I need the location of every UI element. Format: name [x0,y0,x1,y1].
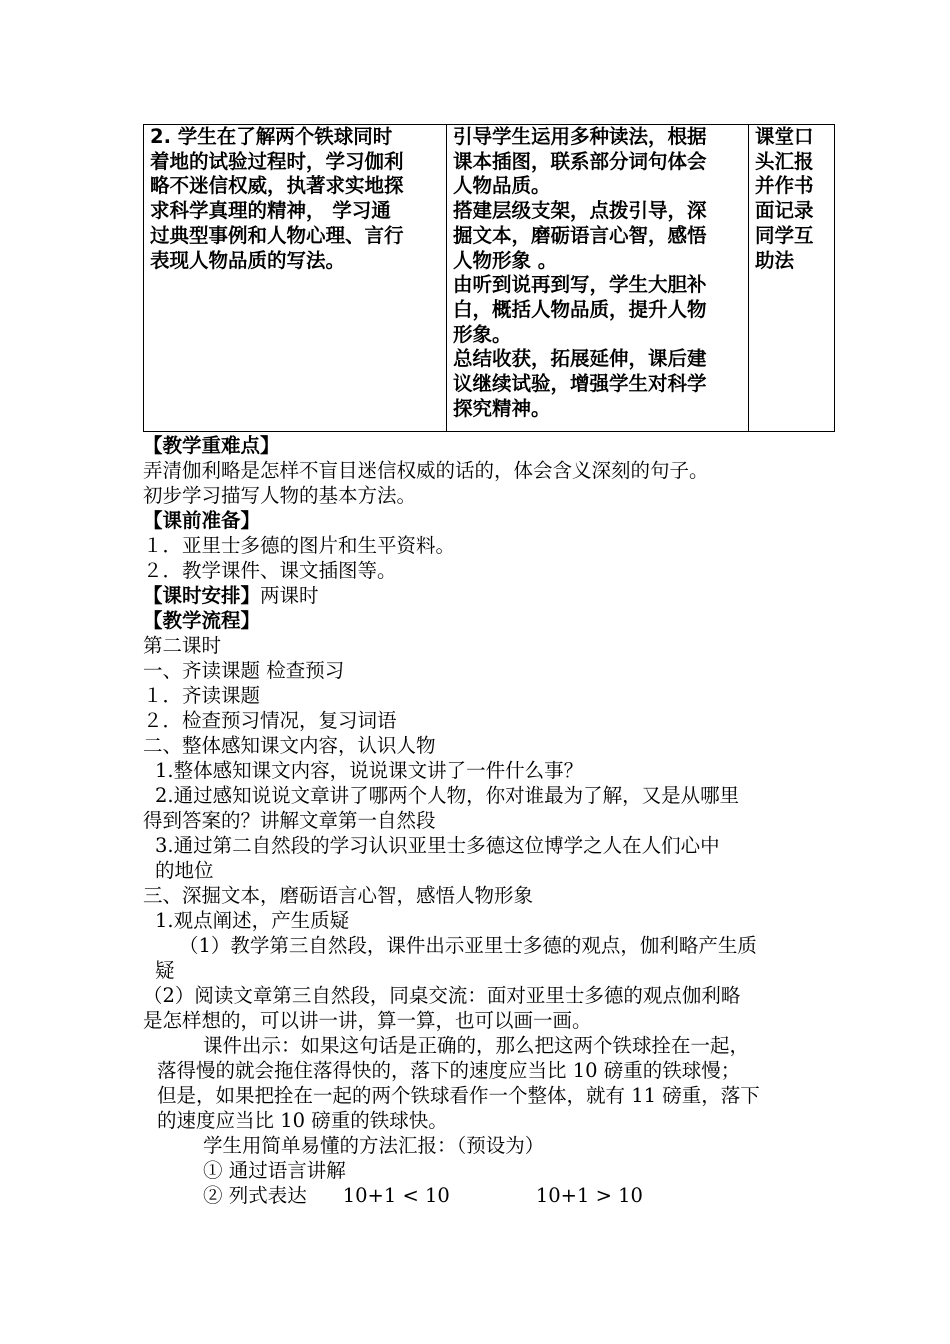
step-heading: 二、整体感知课文内容，认识人物 [143,734,436,757]
cell-line: 探究精神。 [453,396,551,420]
list-item: １．齐读课题 [143,684,261,707]
cell-line: 由听到说再到写，学生大胆补 [453,273,707,297]
sub-item-continued: 是怎样想的，可以讲一讲，算一算，也可以画一画。 [143,1009,592,1032]
objective-cell [144,125,447,432]
courseware-text: 落得慢的就会拖住落得快的，落下的速度应当比 10 磅重的铁球慢； [157,1059,741,1082]
cell-line: 课堂口 [755,125,814,148]
strategy-cell [447,125,749,432]
cell-line: 着地的试验过程时，学习伽利 [150,149,404,173]
cell-line: 总结收获，拓展延伸，课后建 [453,347,707,371]
list-item: 2.通过感知说说文章讲了哪两个人物，你对谁最为了解，又是从哪里 [155,784,740,807]
cell-line: 议继续试验，增强学生对科学 [453,372,707,396]
cell-line: 搭建层级支架，点拨引导，深 [453,199,707,223]
cell-line: 人物品质。 [453,174,551,198]
list-item: 3.通过第二自然段的学习认识亚里士多德这位博学之人在人们心中 [155,834,720,857]
method-cell [749,125,835,432]
report-line: 学生用简单易懂的方法汇报：（预设为） [203,1134,545,1157]
list-item: ２．教学课件、课文插图等。 [143,559,397,582]
schedule-value: 两课时 [260,584,319,607]
step-heading: 三、深掘文本，磨砺语言心智，感悟人物形象 [143,884,534,907]
section-heading-process: 【教学流程】 [143,609,261,632]
cell-line: 面记录 [755,199,814,223]
courseware-text: 的速度应当比 10 磅重的铁球快。 [157,1109,448,1132]
cell-line: 白，概括人物品质，提升人物 [453,297,707,321]
sub-item-continued: 疑 [155,959,175,982]
list-item-continued: 的地位 [155,859,214,882]
cell-line: 过典型事例和人物心理、言行 [150,223,404,247]
method-item [143,1183,823,1208]
lesson-label: 第二课时 [143,634,222,657]
schedule-line [143,583,823,608]
cell-line: 人物形象 。 [453,248,558,272]
cell-line: 引导学生运用多种读法，根据 [453,125,707,148]
sub-item: （2）阅读文章第三自然段，同桌交流：面对亚里士多德的观点伽利略 [143,984,741,1007]
step-heading: 一、齐读课题 检查预习 [143,659,345,682]
sub-item: （1）教学第三自然段，课件出示亚里士多德的观点，伽利略产生质 [179,934,757,957]
list-item-continued: 得到答案的？讲解文章第一自然段 [143,809,436,832]
lesson-body [143,433,823,1208]
cell-line: 课本插图，联系部分词句体会 [453,149,707,173]
cell-line: 并作书 [755,174,814,198]
list-item: ２．检查预习情况，复习词语 [143,709,397,732]
teaching-plan-table [143,124,835,432]
section-heading-schedule: 【课时安排】 [143,584,261,607]
courseware-text: 但是，如果把拴在一起的两个铁球看作一个整体，就有 11 磅重，落下 [157,1084,760,1107]
courseware-text: 课件出示：如果这句话是正确的，那么把这两个铁球拴在一起， [203,1034,750,1057]
list-item: 1.观点阐述，产生质疑 [155,909,350,932]
cell-line: 表现人物品质的写法。 [150,248,346,272]
list-item: １．亚里士多德的图片和生平资料。 [143,534,456,557]
paragraph: 弄清伽利略是怎样不盲目迷信权威的话的，体会含义深刻的句子。 [143,459,709,482]
formula: 10+1 > 10 [535,1184,643,1207]
cell-line: 掘文本，磨砺语言心智，感悟 [453,223,707,247]
method-label: ② 列式表达 [203,1184,307,1207]
cell-line: 助法 [755,248,795,272]
cell-line: 同学互 [755,223,814,247]
cell-line: 2. 学生在了解两个铁球同时 [150,125,393,148]
table-row [144,125,835,432]
cell-line: 形象。 [453,322,512,346]
cell-line: 求科学真理的精神， 学习通 [150,199,391,223]
formula: 10+1 < 10 [342,1184,450,1207]
section-heading-difficulty: 【教学重难点】 [143,434,280,457]
section-heading-prep: 【课前准备】 [143,509,261,532]
list-item: 1.整体感知课文内容，说说课文讲了一件什么事？ [155,759,584,782]
cell-line: 头汇报 [755,149,814,173]
method-item: ① 通过语言讲解 [203,1159,346,1182]
paragraph: 初步学习描写人物的基本方法。 [143,484,417,507]
cell-line: 略不迷信权威，执著求实地探 [150,174,404,198]
